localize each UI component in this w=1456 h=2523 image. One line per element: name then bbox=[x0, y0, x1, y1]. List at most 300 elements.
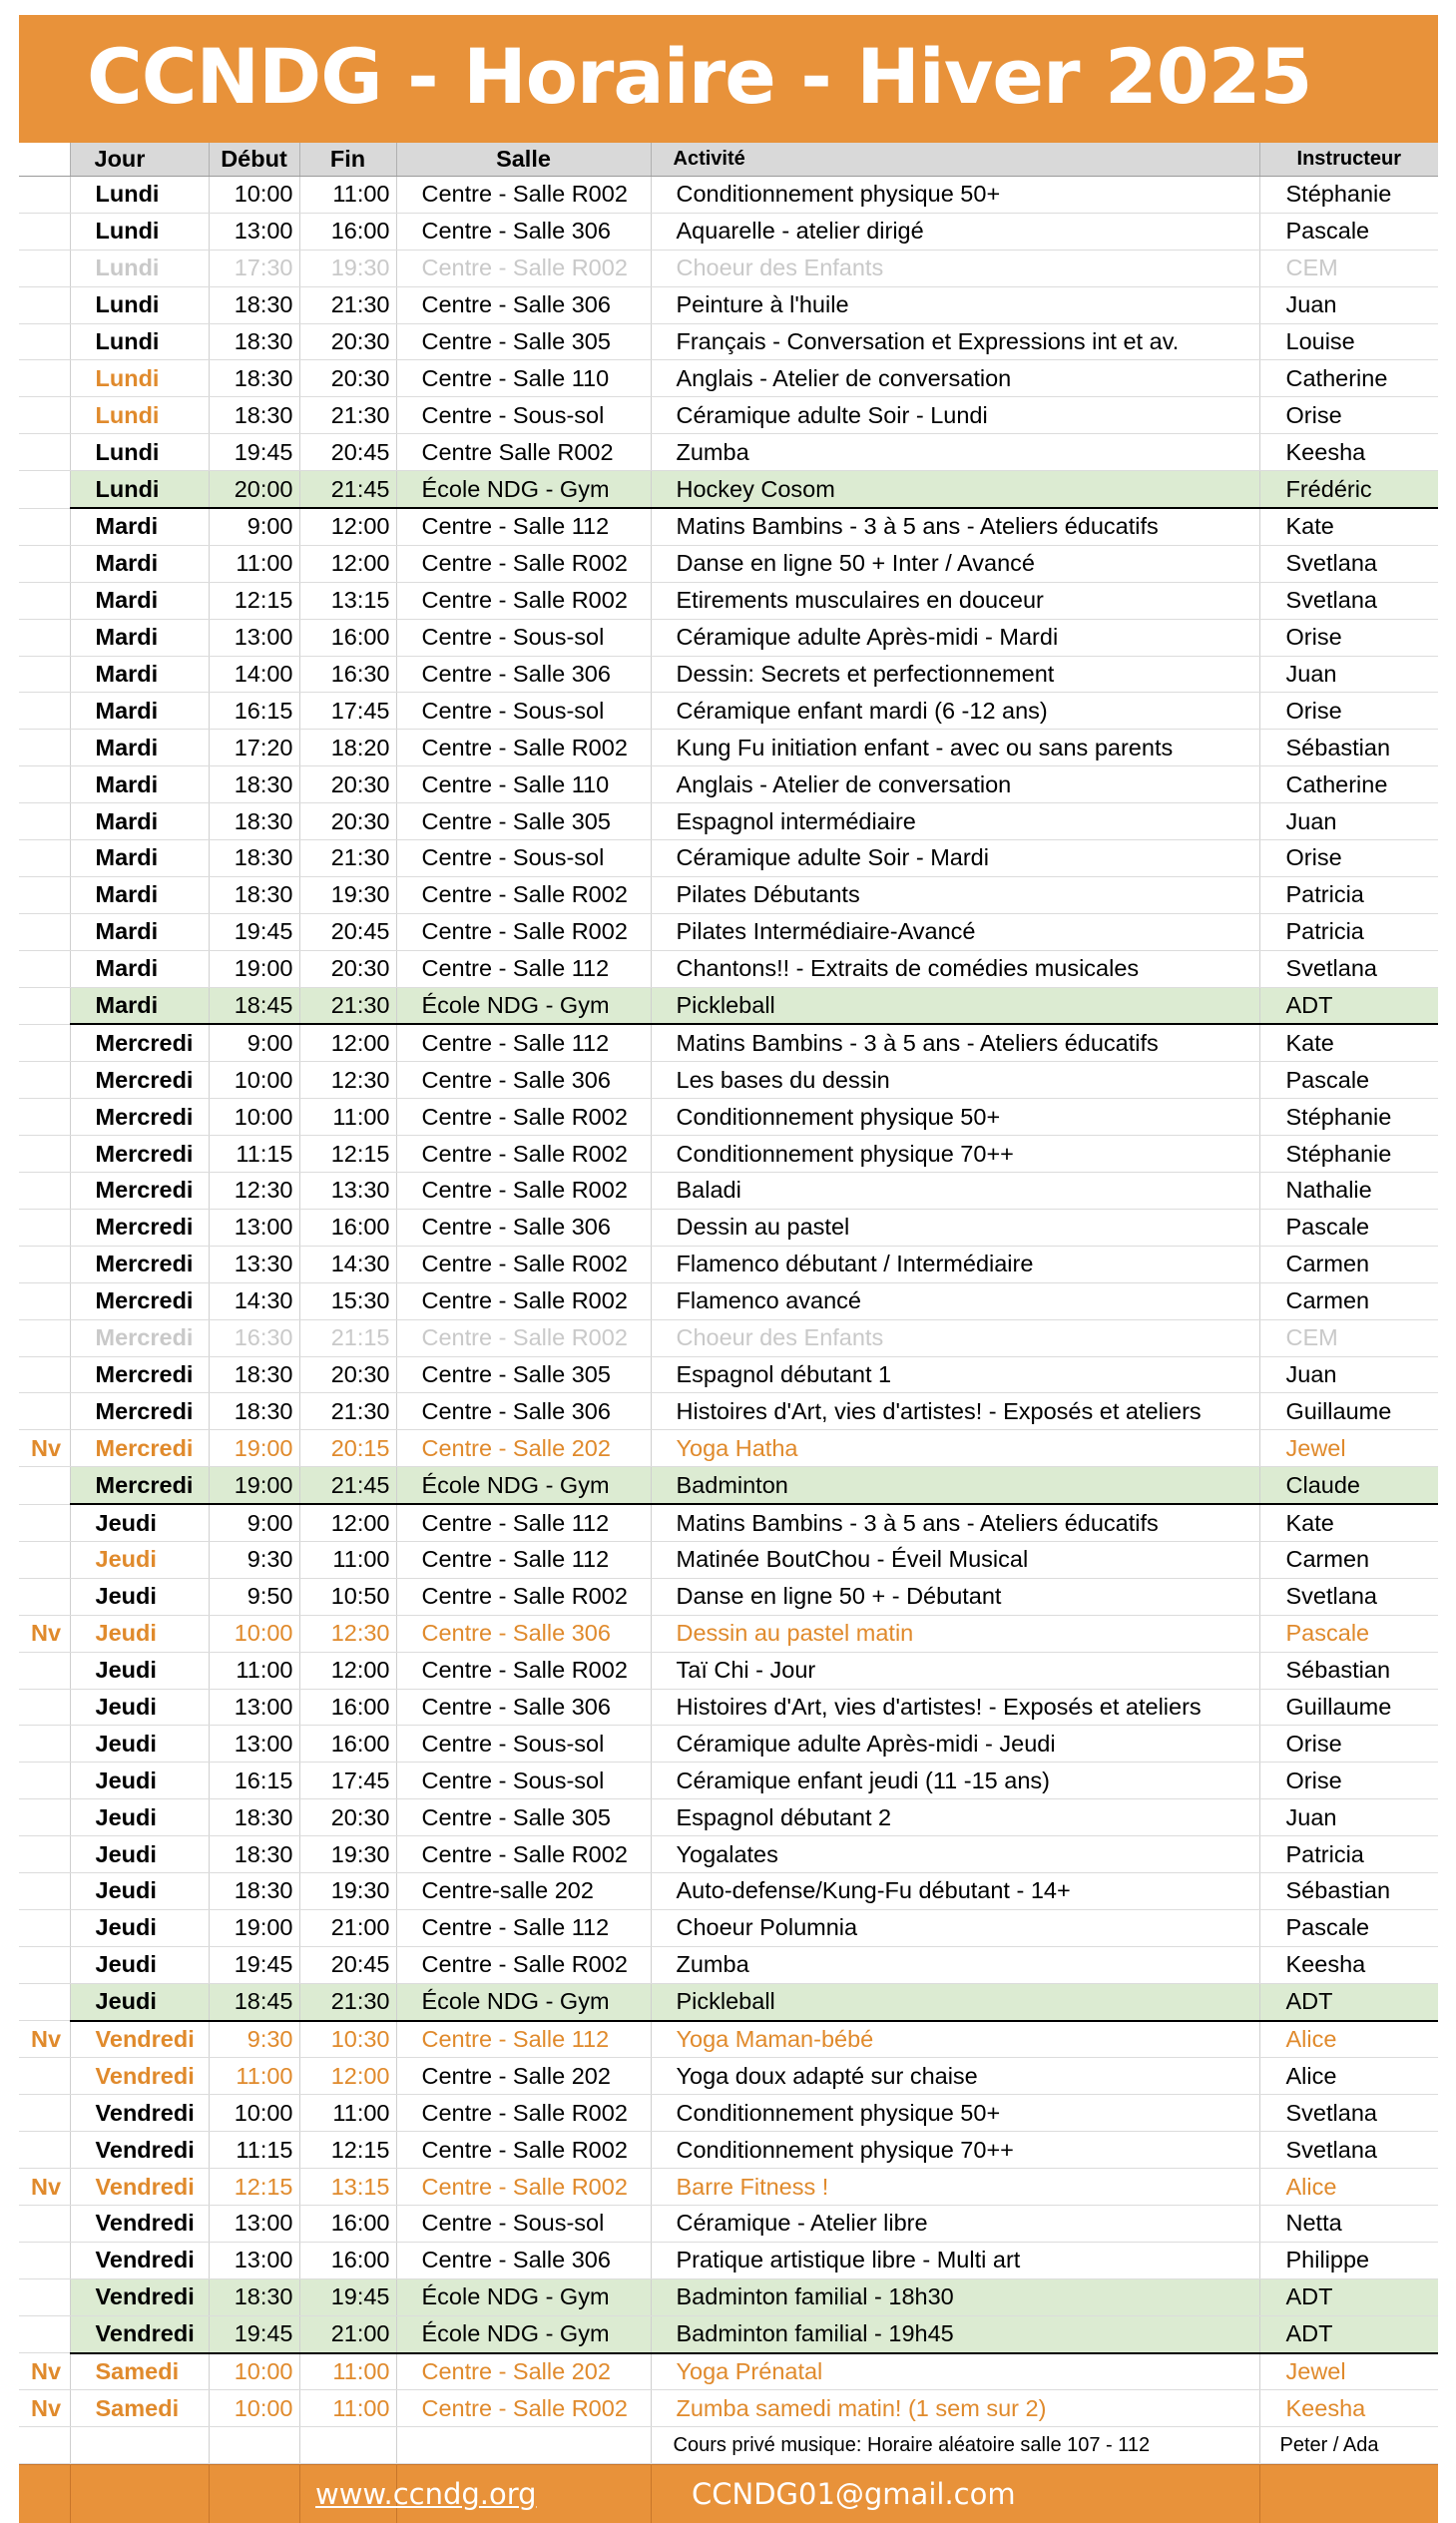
day-cell: Lundi bbox=[70, 360, 209, 397]
end-time-cell: 12:00 bbox=[299, 1024, 396, 1061]
end-time-cell: 12:00 bbox=[299, 1652, 396, 1689]
room-cell: Centre - Salle R002 bbox=[396, 1136, 651, 1173]
activity-cell: Pilates Débutants bbox=[651, 876, 1259, 913]
day-cell: Mardi bbox=[70, 803, 209, 840]
start-time-cell: 9:30 bbox=[209, 1541, 299, 1578]
table-row bbox=[19, 1946, 1438, 1983]
new-badge bbox=[19, 2058, 70, 2095]
instructor-cell: Jewel bbox=[1259, 2353, 1438, 2390]
activity-cell: Céramique adulte Après-midi - Mardi bbox=[651, 619, 1259, 656]
end-time-cell: 20:30 bbox=[299, 360, 396, 397]
schedule-sheet bbox=[19, 15, 1438, 2523]
day-cell: Vendredi bbox=[70, 2205, 209, 2242]
instructor-cell: Orise bbox=[1259, 840, 1438, 877]
room-cell: Centre - Salle 306 bbox=[396, 1062, 651, 1099]
end-time-cell: 16:00 bbox=[299, 2205, 396, 2242]
start-time-cell: 19:00 bbox=[209, 1467, 299, 1504]
end-time-cell: 11:00 bbox=[299, 1099, 396, 1136]
activity-cell: Yoga doux adapté sur chaise bbox=[651, 2058, 1259, 2095]
footer-divider bbox=[70, 2465, 71, 2523]
new-badge: Nv bbox=[19, 1615, 70, 1652]
instructor-cell: Guillaume bbox=[1259, 1689, 1438, 1726]
room-cell: École NDG - Gym bbox=[396, 1983, 651, 2020]
new-badge bbox=[19, 1652, 70, 1689]
end-time-cell: 12:00 bbox=[299, 508, 396, 545]
activity-cell: Espagnol débutant 2 bbox=[651, 1799, 1259, 1836]
table-row bbox=[19, 950, 1438, 987]
start-time-cell: 13:00 bbox=[209, 619, 299, 656]
activity-cell: Histoires d'Art, vies d'artistes! - Exposés et ateliers bbox=[651, 1393, 1259, 1430]
start-time-cell: 12:30 bbox=[209, 1173, 299, 1210]
table-row bbox=[19, 1541, 1438, 1578]
day-cell: Jeudi bbox=[70, 1504, 209, 1541]
activity-cell: Badminton familial - 18h30 bbox=[651, 2278, 1259, 2315]
start-time-cell: 18:30 bbox=[209, 1872, 299, 1909]
website-link[interactable]: www.ccndg.org bbox=[315, 2477, 537, 2512]
header-debut: Début bbox=[209, 143, 299, 177]
new-badge bbox=[19, 1209, 70, 1246]
new-badge bbox=[19, 286, 70, 323]
instructor-cell: Carmen bbox=[1259, 1246, 1438, 1282]
day-cell: Mardi bbox=[70, 913, 209, 950]
end-time-cell: 21:30 bbox=[299, 1983, 396, 2020]
new-badge bbox=[19, 1836, 70, 1873]
new-badge bbox=[19, 1578, 70, 1615]
table-row bbox=[19, 1099, 1438, 1136]
room-cell: Centre - Salle 112 bbox=[396, 508, 651, 545]
table-row bbox=[19, 840, 1438, 877]
start-time-cell: 10:00 bbox=[209, 1615, 299, 1652]
new-badge bbox=[19, 766, 70, 803]
activity-cell: Baladi bbox=[651, 1173, 1259, 1210]
new-badge bbox=[19, 1909, 70, 1946]
end-time-cell: 13:30 bbox=[299, 1173, 396, 1210]
instructor-cell: Juan bbox=[1259, 656, 1438, 693]
room-cell: Centre - Salle R002 bbox=[396, 2132, 651, 2169]
activity-cell: Danse en ligne 50 + - Débutant bbox=[651, 1578, 1259, 1615]
day-cell: Samedi bbox=[70, 2390, 209, 2427]
end-time-cell: 12:15 bbox=[299, 1136, 396, 1173]
end-time-cell: 16:00 bbox=[299, 213, 396, 250]
start-time-cell: 18:30 bbox=[209, 323, 299, 360]
email-address[interactable]: CCNDG01@gmail.com bbox=[692, 2477, 1016, 2512]
instructor-cell: Pascale bbox=[1259, 1209, 1438, 1246]
activity-cell: Pickleball bbox=[651, 1983, 1259, 2020]
table-row bbox=[19, 2278, 1438, 2315]
table-row bbox=[19, 2205, 1438, 2242]
end-time-cell: 20:15 bbox=[299, 1430, 396, 1467]
activity-cell: Yoga Hatha bbox=[651, 1430, 1259, 1467]
instructor-cell: Orise bbox=[1259, 619, 1438, 656]
activity-cell: Matins Bambins - 3 à 5 ans - Ateliers éducatifs bbox=[651, 508, 1259, 545]
instructor-cell: Claude bbox=[1259, 1467, 1438, 1504]
activity-cell: Zumba bbox=[651, 434, 1259, 471]
instructor-cell: ADT bbox=[1259, 2278, 1438, 2315]
new-badge bbox=[19, 656, 70, 693]
room-cell: Centre - Sous-sol bbox=[396, 397, 651, 434]
activity-cell: Matins Bambins - 3 à 5 ans - Ateliers éducatifs bbox=[651, 1024, 1259, 1061]
new-badge bbox=[19, 397, 70, 434]
table-row bbox=[19, 2095, 1438, 2132]
activity-cell: Anglais - Atelier de conversation bbox=[651, 766, 1259, 803]
note-instructeur: Peter / Ada bbox=[1259, 2427, 1438, 2464]
table-row bbox=[19, 2058, 1438, 2095]
room-cell: Centre - Salle 202 bbox=[396, 2058, 651, 2095]
room-cell: Centre - Salle R002 bbox=[396, 1246, 651, 1282]
end-time-cell: 19:45 bbox=[299, 2278, 396, 2315]
table-row bbox=[19, 766, 1438, 803]
day-cell: Vendredi bbox=[70, 2058, 209, 2095]
table-row bbox=[19, 1319, 1438, 1356]
activity-cell: Conditionnement physique 70++ bbox=[651, 2132, 1259, 2169]
table-row bbox=[19, 1909, 1438, 1946]
instructor-cell: Catherine bbox=[1259, 360, 1438, 397]
instructor-cell: Svetlana bbox=[1259, 2095, 1438, 2132]
activity-cell: Conditionnement physique 50+ bbox=[651, 177, 1259, 214]
start-time-cell: 18:30 bbox=[209, 2278, 299, 2315]
start-time-cell: 11:00 bbox=[209, 1652, 299, 1689]
start-time-cell: 14:00 bbox=[209, 656, 299, 693]
start-time-cell: 18:45 bbox=[209, 1983, 299, 2020]
footer-divider bbox=[1259, 2465, 1260, 2523]
new-badge bbox=[19, 1541, 70, 1578]
room-cell: Centre - Salle 306 bbox=[396, 286, 651, 323]
end-time-cell: 17:45 bbox=[299, 693, 396, 730]
start-time-cell: 18:30 bbox=[209, 876, 299, 913]
end-time-cell: 21:15 bbox=[299, 1319, 396, 1356]
start-time-cell: 16:15 bbox=[209, 693, 299, 730]
day-cell: Jeudi bbox=[70, 1615, 209, 1652]
start-time-cell: 13:00 bbox=[209, 2242, 299, 2278]
instructor-cell: Orise bbox=[1259, 1726, 1438, 1763]
end-time-cell: 20:30 bbox=[299, 323, 396, 360]
room-cell: Centre - Salle 306 bbox=[396, 1615, 651, 1652]
table-row bbox=[19, 286, 1438, 323]
table-row bbox=[19, 1173, 1438, 1210]
activity-cell: Pratique artistique libre - Multi art bbox=[651, 2242, 1259, 2278]
table-row bbox=[19, 323, 1438, 360]
day-cell: Vendredi bbox=[70, 2315, 209, 2352]
room-cell: Centre - Sous-sol bbox=[396, 693, 651, 730]
new-badge: Nv bbox=[19, 1430, 70, 1467]
new-badge bbox=[19, 619, 70, 656]
activity-cell: Kung Fu initiation enfant - avec ou sans parents bbox=[651, 730, 1259, 766]
room-cell: École NDG - Gym bbox=[396, 2278, 651, 2315]
instructor-cell: Pascale bbox=[1259, 1615, 1438, 1652]
table-row bbox=[19, 1872, 1438, 1909]
instructor-cell: Juan bbox=[1259, 803, 1438, 840]
activity-cell: Zumba samedi matin! (1 sem sur 2) bbox=[651, 2390, 1259, 2427]
start-time-cell: 20:00 bbox=[209, 471, 299, 508]
day-cell: Mercredi bbox=[70, 1393, 209, 1430]
new-badge bbox=[19, 360, 70, 397]
table-row bbox=[19, 250, 1438, 286]
activity-cell: Choeur des Enfants bbox=[651, 250, 1259, 286]
instructor-cell: Svetlana bbox=[1259, 582, 1438, 619]
table-row bbox=[19, 1393, 1438, 1430]
instructor-cell: Sébastian bbox=[1259, 1652, 1438, 1689]
new-badge bbox=[19, 1099, 70, 1136]
start-time-cell: 11:15 bbox=[209, 1136, 299, 1173]
instructor-cell: CEM bbox=[1259, 250, 1438, 286]
activity-cell: Pilates Intermédiaire-Avancé bbox=[651, 913, 1259, 950]
new-badge bbox=[19, 693, 70, 730]
instructor-cell: Pascale bbox=[1259, 1062, 1438, 1099]
table-row bbox=[19, 434, 1438, 471]
day-cell: Mardi bbox=[70, 545, 209, 582]
new-badge: Nv bbox=[19, 2353, 70, 2390]
day-cell: Mardi bbox=[70, 693, 209, 730]
start-time-cell: 19:45 bbox=[209, 913, 299, 950]
instructor-cell: Stéphanie bbox=[1259, 1099, 1438, 1136]
room-cell: Centre - Salle R002 bbox=[396, 1836, 651, 1873]
end-time-cell: 11:00 bbox=[299, 2390, 396, 2427]
table-row bbox=[19, 1726, 1438, 1763]
table-row bbox=[19, 913, 1438, 950]
instructor-cell: Stéphanie bbox=[1259, 1136, 1438, 1173]
room-cell: Centre-salle 202 bbox=[396, 1872, 651, 1909]
table-row bbox=[19, 1209, 1438, 1246]
footer-divider bbox=[651, 2465, 652, 2523]
table-row bbox=[19, 803, 1438, 840]
instructor-cell: Kate bbox=[1259, 1024, 1438, 1061]
day-cell: Samedi bbox=[70, 2353, 209, 2390]
start-time-cell: 13:00 bbox=[209, 1209, 299, 1246]
new-badge: Nv bbox=[19, 2390, 70, 2427]
activity-cell: Matins Bambins - 3 à 5 ans - Ateliers éducatifs bbox=[651, 1504, 1259, 1541]
new-badge bbox=[19, 434, 70, 471]
room-cell: Centre - Salle R002 bbox=[396, 876, 651, 913]
room-cell: Centre - Salle R002 bbox=[396, 1173, 651, 1210]
day-cell: Mercredi bbox=[70, 1430, 209, 1467]
new-badge bbox=[19, 1024, 70, 1061]
activity-cell: Danse en ligne 50 + Inter / Avancé bbox=[651, 545, 1259, 582]
instructor-cell: Juan bbox=[1259, 1799, 1438, 1836]
table-row bbox=[19, 2390, 1438, 2427]
instructor-cell: Patricia bbox=[1259, 876, 1438, 913]
table-row bbox=[19, 1282, 1438, 1319]
start-time-cell: 10:00 bbox=[209, 2353, 299, 2390]
start-time-cell: 9:30 bbox=[209, 2021, 299, 2058]
start-time-cell: 18:30 bbox=[209, 1836, 299, 1873]
room-cell: Centre - Salle 306 bbox=[396, 1209, 651, 1246]
activity-cell: Les bases du dessin bbox=[651, 1062, 1259, 1099]
activity-cell: Yoga Prénatal bbox=[651, 2353, 1259, 2390]
room-cell: Centre - Salle R002 bbox=[396, 1282, 651, 1319]
table-row bbox=[19, 656, 1438, 693]
day-cell: Mercredi bbox=[70, 1467, 209, 1504]
day-cell: Mardi bbox=[70, 730, 209, 766]
end-time-cell: 10:30 bbox=[299, 2021, 396, 2058]
room-cell: Centre - Salle R002 bbox=[396, 1099, 651, 1136]
instructor-cell: Svetlana bbox=[1259, 545, 1438, 582]
start-time-cell: 9:00 bbox=[209, 1024, 299, 1061]
instructor-cell: Carmen bbox=[1259, 1282, 1438, 1319]
new-badge: Nv bbox=[19, 2169, 70, 2206]
new-badge bbox=[19, 250, 70, 286]
activity-cell: Conditionnement physique 50+ bbox=[651, 1099, 1259, 1136]
instructor-cell: Alice bbox=[1259, 2169, 1438, 2206]
new-badge bbox=[19, 1282, 70, 1319]
room-cell: Centre - Sous-sol bbox=[396, 619, 651, 656]
new-badge bbox=[19, 1689, 70, 1726]
end-time-cell: 20:30 bbox=[299, 1799, 396, 1836]
day-cell: Mardi bbox=[70, 656, 209, 693]
room-cell: Centre - Sous-sol bbox=[396, 2205, 651, 2242]
new-badge bbox=[19, 1983, 70, 2020]
activity-cell: Dessin: Secrets et perfectionnement bbox=[651, 656, 1259, 693]
note-text: Cours privé musique: Horaire aléatoire salle 107 - 112 bbox=[651, 2427, 1259, 2464]
table-row bbox=[19, 360, 1438, 397]
new-badge bbox=[19, 177, 70, 214]
start-time-cell: 18:30 bbox=[209, 286, 299, 323]
instructor-cell: Louise bbox=[1259, 323, 1438, 360]
day-cell: Vendredi bbox=[70, 2021, 209, 2058]
day-cell: Lundi bbox=[70, 397, 209, 434]
start-time-cell: 11:00 bbox=[209, 545, 299, 582]
table-row bbox=[19, 1763, 1438, 1799]
activity-cell: Flamenco avancé bbox=[651, 1282, 1259, 1319]
end-time-cell: 21:45 bbox=[299, 1467, 396, 1504]
instructor-cell: Frédéric bbox=[1259, 471, 1438, 508]
new-badge bbox=[19, 1062, 70, 1099]
day-cell: Mercredi bbox=[70, 1319, 209, 1356]
new-badge bbox=[19, 1872, 70, 1909]
end-time-cell: 12:00 bbox=[299, 1504, 396, 1541]
activity-cell: Conditionnement physique 70++ bbox=[651, 1136, 1259, 1173]
new-badge bbox=[19, 1319, 70, 1356]
start-time-cell: 11:15 bbox=[209, 2132, 299, 2169]
new-badge bbox=[19, 2095, 70, 2132]
room-cell: Centre - Salle 306 bbox=[396, 656, 651, 693]
day-cell: Vendredi bbox=[70, 2278, 209, 2315]
table-row bbox=[19, 1578, 1438, 1615]
day-cell: Jeudi bbox=[70, 1799, 209, 1836]
start-time-cell: 18:30 bbox=[209, 1393, 299, 1430]
table-row bbox=[19, 2169, 1438, 2206]
activity-cell: Taï Chi - Jour bbox=[651, 1652, 1259, 1689]
day-cell: Jeudi bbox=[70, 1872, 209, 1909]
activity-cell: Chantons!! - Extraits de comédies musicales bbox=[651, 950, 1259, 987]
start-time-cell: 17:20 bbox=[209, 730, 299, 766]
instructor-cell: CEM bbox=[1259, 1319, 1438, 1356]
end-time-cell: 15:30 bbox=[299, 1282, 396, 1319]
day-cell: Mardi bbox=[70, 582, 209, 619]
instructor-cell: Stéphanie bbox=[1259, 177, 1438, 214]
table-row bbox=[19, 508, 1438, 545]
end-time-cell: 12:00 bbox=[299, 2058, 396, 2095]
room-cell: Centre - Salle 112 bbox=[396, 1504, 651, 1541]
room-cell: Centre - Salle 305 bbox=[396, 803, 651, 840]
table-row bbox=[19, 1062, 1438, 1099]
end-time-cell: 20:30 bbox=[299, 766, 396, 803]
day-cell: Mardi bbox=[70, 876, 209, 913]
note-cell-salle bbox=[396, 2427, 651, 2464]
day-cell: Jeudi bbox=[70, 1541, 209, 1578]
room-cell: Centre - Salle R002 bbox=[396, 730, 651, 766]
instructor-cell: Alice bbox=[1259, 2021, 1438, 2058]
activity-cell: Choeur Polumnia bbox=[651, 1909, 1259, 1946]
instructor-cell: Orise bbox=[1259, 693, 1438, 730]
end-time-cell: 16:00 bbox=[299, 2242, 396, 2278]
new-badge bbox=[19, 1763, 70, 1799]
end-time-cell: 20:30 bbox=[299, 1356, 396, 1393]
table-row bbox=[19, 693, 1438, 730]
table-row bbox=[19, 1136, 1438, 1173]
instructor-cell: Svetlana bbox=[1259, 1578, 1438, 1615]
instructor-cell: Pascale bbox=[1259, 1909, 1438, 1946]
activity-cell: Céramique enfant jeudi (11 -15 ans) bbox=[651, 1763, 1259, 1799]
day-cell: Jeudi bbox=[70, 1836, 209, 1873]
end-time-cell: 16:00 bbox=[299, 619, 396, 656]
note-cell-debut bbox=[209, 2427, 299, 2464]
end-time-cell: 20:30 bbox=[299, 950, 396, 987]
day-cell: Jeudi bbox=[70, 1578, 209, 1615]
end-time-cell: 16:00 bbox=[299, 1689, 396, 1726]
start-time-cell: 13:00 bbox=[209, 1689, 299, 1726]
table-row bbox=[19, 1430, 1438, 1467]
table-row bbox=[19, 1689, 1438, 1726]
day-cell: Mercredi bbox=[70, 1099, 209, 1136]
instructor-cell: Carmen bbox=[1259, 1541, 1438, 1578]
activity-cell: Dessin au pastel bbox=[651, 1209, 1259, 1246]
day-cell: Lundi bbox=[70, 213, 209, 250]
activity-cell: Français - Conversation et Expressions int et av. bbox=[651, 323, 1259, 360]
day-cell: Mardi bbox=[70, 766, 209, 803]
start-time-cell: 11:00 bbox=[209, 2058, 299, 2095]
activity-cell: Badminton bbox=[651, 1467, 1259, 1504]
new-badge bbox=[19, 1393, 70, 1430]
title-banner bbox=[19, 15, 1438, 143]
start-time-cell: 10:00 bbox=[209, 1099, 299, 1136]
day-cell: Lundi bbox=[70, 250, 209, 286]
room-cell: Centre - Salle 306 bbox=[396, 2242, 651, 2278]
table-row bbox=[19, 1983, 1438, 2020]
new-badge bbox=[19, 582, 70, 619]
table-header-row bbox=[19, 143, 1438, 177]
footer-banner bbox=[19, 2464, 1438, 2523]
table-row bbox=[19, 2353, 1438, 2390]
header-jour: Jour bbox=[70, 143, 209, 177]
day-cell: Vendredi bbox=[70, 2132, 209, 2169]
end-time-cell: 21:30 bbox=[299, 286, 396, 323]
instructor-cell: ADT bbox=[1259, 2315, 1438, 2352]
instructor-cell: Netta bbox=[1259, 2205, 1438, 2242]
activity-cell: Histoires d'Art, vies d'artistes! - Exposés et ateliers bbox=[651, 1689, 1259, 1726]
activity-cell: Etirements musculaires en douceur bbox=[651, 582, 1259, 619]
instructor-cell: Alice bbox=[1259, 2058, 1438, 2095]
activity-cell: Espagnol débutant 1 bbox=[651, 1356, 1259, 1393]
instructor-cell: Keesha bbox=[1259, 2390, 1438, 2427]
activity-cell: Zumba bbox=[651, 1946, 1259, 1983]
instructor-cell: Nathalie bbox=[1259, 1173, 1438, 1210]
start-time-cell: 18:45 bbox=[209, 987, 299, 1024]
room-cell: Centre - Salle 305 bbox=[396, 323, 651, 360]
room-cell: Centre - Salle 112 bbox=[396, 1541, 651, 1578]
room-cell: Centre - Salle 110 bbox=[396, 360, 651, 397]
activity-cell: Aquarelle - atelier dirigé bbox=[651, 213, 1259, 250]
schedule-body bbox=[19, 177, 1438, 2427]
room-cell: Centre - Salle R002 bbox=[396, 582, 651, 619]
activity-cell: Peinture à l'huile bbox=[651, 286, 1259, 323]
day-cell: Jeudi bbox=[70, 1726, 209, 1763]
table-row bbox=[19, 397, 1438, 434]
day-cell: Vendredi bbox=[70, 2169, 209, 2206]
start-time-cell: 9:50 bbox=[209, 1578, 299, 1615]
day-cell: Lundi bbox=[70, 434, 209, 471]
new-badge bbox=[19, 1504, 70, 1541]
instructor-cell: Patricia bbox=[1259, 913, 1438, 950]
